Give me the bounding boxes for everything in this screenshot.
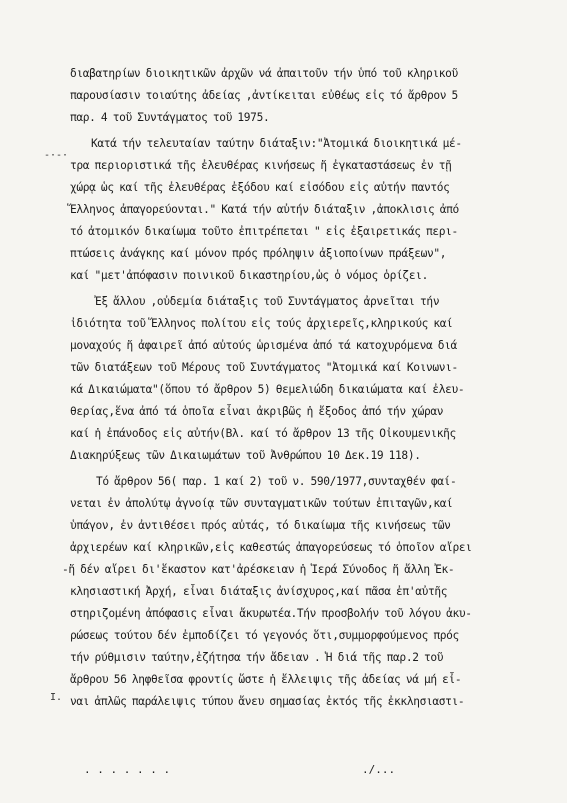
text-line: τήν ρύθμισιν ταύτην,ἐζήτησα τήν ἄδειαν . Ἡ διά τῆς παρ.2 τοῦ (70, 651, 444, 664)
margin-mark: I. (50, 692, 63, 703)
text-line: καί "μετ'ἀπόφασιν ποινικοῦ δικαστηρίου,ὡς ὁ νόμος ὁρίζει. (70, 269, 428, 282)
text-line: -ἤ δέν αἴρει δι'ἕκαστον κατ'ἀρέσκειαν ἡ Ἱερά Σύνοδος ἤ ἄλλη Ἐκ- (62, 563, 455, 576)
text-line: στηριζομένη ἀπόφασις εἶναι ἄκυρωτέα.Τήν προσβολήν τοῦ λόγου ἀκυ- (70, 607, 472, 620)
text-line: ναι ἁπλῶς παράλειψις τύπου ἄνευ σημασίας ἐκτός τῆς ἐκκλησιαστι- (70, 695, 465, 708)
text-line: τρα περιοριστικά τῆς ἐλευθέρας κινήσεως ἤ ἐγκαταστάσεως ἐν τῇ (70, 159, 452, 172)
margin-mark: -·-· (44, 150, 69, 161)
text-line: Τό ἄρθρον 56( παρ. 1 καί 2) τοῦ ν. 590/1977,συνταχθέν φαί- (96, 475, 457, 488)
text-line: τῶν διατάξεων τοῦ Μέρους τοῦ Συντάγματος "Ἀτομικά καί Κοινωνι- (70, 361, 458, 374)
text-line: ρώσεως τούτου δέν ἐμποδίζει τό γεγονός ὅτι,συμμορφούμενος πρός (70, 629, 459, 642)
text-line: Διακηρύξεως τῶν Δικαιωμάτων τοῦ Ἀνθρώπου 10 Δεκ.19 118). (70, 449, 421, 462)
text-line: πτώσεις ἀνάγκης καί μόνον πρός πρόληψιν ἀξιοποίνων πράξεων", (70, 247, 447, 260)
text-line: ὑπάγον, ἐν ἀντιθέσει πρός αὐτάς, τό δικαίωμα τῆς κινήσεως τῶν (70, 519, 451, 532)
text-line: διαβατηρίων διοικητικῶν ἀρχῶν νά ἀπαιτοῦν τήν ὑπό τοῦ κληρικοῦ (70, 67, 458, 80)
text-line: τό ἀτομικόν δικαίωμα τοῦτο ἐπιτρέπεται " εἰς ἐξαιρετικάς περι- (70, 225, 458, 238)
text-line: θερίας,ἕνα ἀπό τά ὁποῖα εἶναι ἀκριβῶς ἡ ἔξοδος ἀπό τήν χώραν (70, 405, 444, 418)
page-footer (70, 760, 470, 780)
text-line: μοναχούς ἤ ἀφαιρεῖ ἀπό αὐτούς ὡρισμένα ἀπό τά κατοχυρόμενα διά (70, 339, 457, 352)
text-line: κλησιαστική Ἀρχή, εἶναι διάταξις ἀνίσχυρος,καί πᾶσα ἐπ'αὐτῆς (70, 585, 448, 598)
text-line: νεται ἐν ἀπολύτῳ ἀγνοίᾳ τῶν συνταγματικῶν τούτων ἐπιταγῶν,καί (70, 497, 453, 510)
text-line: κά Δικαιώματα"(ὅπου τό ἄρθρον 5) θεμελιώδη δικαιώματα καί ἐλευ- (70, 383, 465, 396)
text-line: ἀρχιερέων καί κληρικῶν,εἰς καθεστώς ἀπαγορεύσεως τό ὁποῖον αἴρει (70, 541, 472, 554)
text-line: Ἕλληνος ἀπαγορεύονται." Κατά τήν αὐτήν διάταξιν ,ἀποκλισις ἀπό (70, 203, 459, 216)
text-line: Ἐξ ἄλλου ,οὐδεμία διάταξις τοῦ Συντάγματος ἀρνεῖται τήν (95, 295, 440, 308)
text-line: παρ. 4 τοῦ Συντάγματος τοῦ 1975. (70, 111, 270, 124)
text-line: ἄρθρου 56 ληφθεῖσα φροντίς ὥστε ἡ ἔλλειψις τῆς ἀδείας νά μή εἶ- (70, 673, 462, 686)
text-line: Κατά τήν τελευταίαν ταύτην διάταξιν:"Ἀτομικά διοικητικά μέ- (91, 137, 462, 150)
text-line: ἰδιότητα τοῦ Ἕλληνος πολίτου εἰς τούς ἀρχιερεῖς,κληρικούς καί (70, 317, 453, 330)
text-line: παρουσίασιν τοιαύτης ἀδείας ,ἀντίκειται εὐθέως εἰς τό ἄρθρον 5 (70, 89, 458, 102)
text-line: καί ἡ ἐπάνοδος εἰς αὐτήν(Βλ. καί τό ἄρθρον 13 τῆς Οἰκουμενικῆς (70, 427, 456, 440)
text-line: χώρᾳ ὡς καί τῆς ἐλευθέρας ἐξόδου καί εἰσόδου εἰς αὐτήν παντός (70, 181, 450, 194)
continuation-mark: ./... (362, 763, 396, 776)
footer-dots: . . . . . . . (84, 763, 171, 776)
